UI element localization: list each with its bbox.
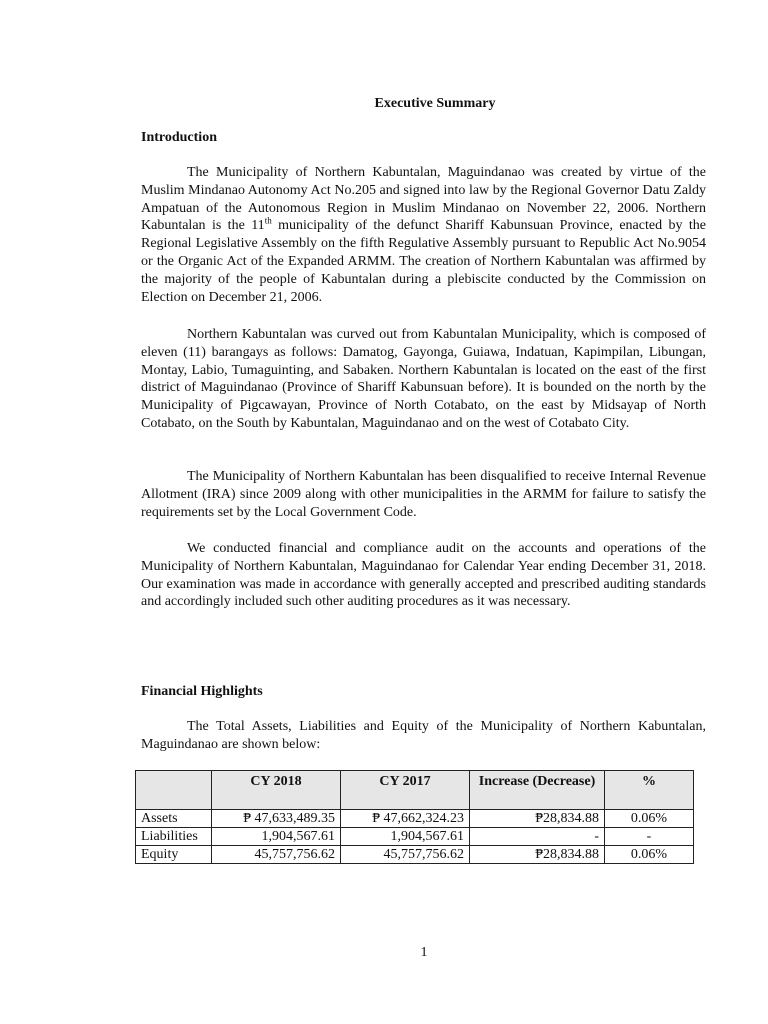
cell-cy2017: 1,904,567.61 [341,828,470,846]
row-label: Liabilities [136,828,212,846]
paragraph-1-text-b: municipality of the defunct Shariff Kabunsuan Province, enacted by the Regional Legislative Assembly on the fifth Regulative Assembly pursuant to Republic Act No.9054 or the Organic Act of the Expanded ARMM. The creation of Northern Kabuntalan was affirmed by the majority of the people of Kabuntalan during a plebiscite conducted by the Commission on Election on December 21, 2006. [141,218,707,305]
cell-cy2017: 45,757,756.62 [341,846,470,864]
financial-highlights-heading: Financial Highlights [141,684,263,699]
column-header-cy2018: CY 2018 [212,771,341,810]
financial-highlights-intro: The Total Assets, Liabilities and Equity of the Municipality of Northern Kabuntalan, Maguindanao are shown below: [141,719,706,752]
column-header-percent: % [605,771,694,810]
page-title: Executive Summary [374,96,496,111]
page-number: 1 [420,945,428,960]
table-row [136,828,694,846]
financial-highlights-table [135,770,694,864]
row-label: Assets [136,810,212,828]
cell-percent: 0.06% [605,846,694,864]
column-header-label [136,771,212,810]
column-header-cy2017: CY 2017 [341,771,470,810]
paragraph-1-text-a: The Municipality of Northern Kabuntalan, Maguindanao was created by virtue of the Muslim Mindanao Autonomy Act No.205 and signed into law by the Regional Governor Datu Zaldy Ampatuan of the Autonomous Region in Muslim Mindanao on November 22, 2006. Northern Kabuntalan is the 11 [141,165,706,234]
introduction-paragraph-4: We conducted financial and compliance audit on the accounts and operations of the Municipality of Northern Kabuntalan, Maguindanao for Calendar Year ending December 31, 2018. Our examination was made in accordance with generally accepted and prescribed auditing standards and accordingly included such other auditing procedures as it was necessary. [141,541,706,610]
cell-percent: - [605,828,694,846]
cell-cy2017: ₱ 47,662,324.23 [341,810,470,828]
cell-cy2018: 45,757,756.62 [212,846,341,864]
cell-change: ₱28,834.88 [470,810,605,828]
table-row [136,846,694,864]
row-label: Equity [136,846,212,864]
introduction-paragraph-3: The Municipality of Northern Kabuntalan has been disqualified to receive Internal Revenue Allotment (IRA) since 2009 along with other municipalities in the ARMM for failure to satisfy the requirements set by the Local Government Code. [141,469,706,520]
cell-percent: 0.06% [605,810,694,828]
table-row [136,810,694,828]
introduction-paragraph-2: Northern Kabuntalan was curved out from Kabuntalan Municipality, which is composed of eleven (11) barangays as follows: Damatog, Gayonga, Guiawa, Indatuan, Kapimpilan, Libungan, Montay, Labio, Tumaguinting, and Sabaken. Northern Kabuntalan is located on the east of the first district of Maguindanao (Province of Shariff Kabunsuan before). It is bounded on the north by the Municipality of Pigcawayan, Province of North Cotabato, on the east by Midsayap of North Cotabato, on the South by Kabuntalan, Maguindanao and on the west of Cotabato City. [141,327,706,431]
cell-change: - [470,828,605,846]
cell-cy2018: 1,904,567.61 [212,828,341,846]
cell-change: ₱28,834.88 [470,846,605,864]
cell-cy2018: ₱ 47,633,489.35 [212,810,341,828]
introduction-paragraph-1 [141,164,706,306]
ordinal-suffix: th [264,215,272,226]
introduction-heading: Introduction [141,130,217,145]
table-header-row [136,771,694,810]
column-header-change: Increase (Decrease) [470,771,605,810]
